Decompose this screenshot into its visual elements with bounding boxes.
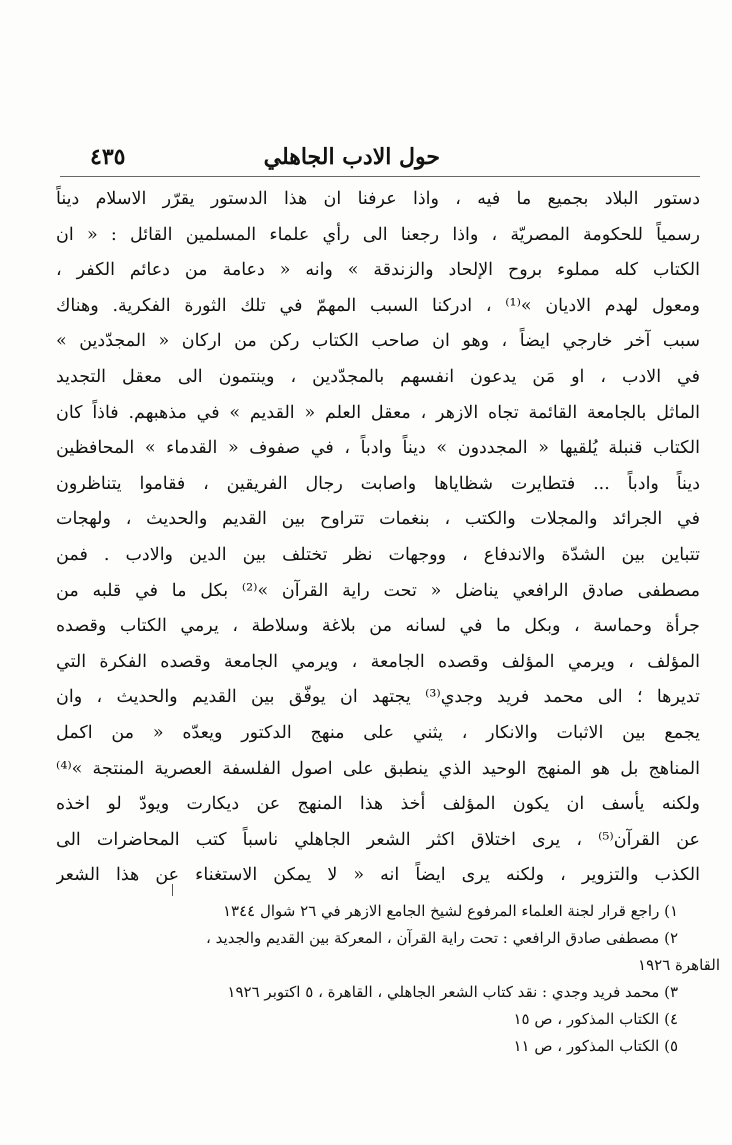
running-header: [60, 144, 700, 178]
text-line: سبب آخر خارجي ايضاً ، وهو ان صاحب الكتاب ركن من اركان « المجدّدين »: [56, 331, 700, 352]
text-line: جرأة وحماسة ، وبكل ما في لسانه من بلاغة وسلاطة ، يرمي الكتاب وقصده: [56, 616, 700, 637]
footnote: ٣) محمد فريد وجدي : نقد كتاب الشعر الجاهلي ، القاهرة ، ٥ اكتوبر ١٩٢٦: [227, 983, 678, 1001]
text-line: ولكنه يأسف ان يكون المؤلف أخذ هذا المنهج عن ديكارت ويودّ لو اخذه: [56, 794, 700, 815]
text-line: عن القرآن⁽⁵⁾ ، يرى اختلاق اكثر الشعر الجاهلي ناسباً كتب المحاضرات الى: [56, 829, 700, 850]
footnote: ١) راجع قرار لجنة العلماء المرفوع لشيخ الجامع الازهر في ٢٦ شوال ١٣٤٤: [222, 902, 678, 920]
footnotes: [100, 898, 720, 1060]
text-line: في الجرائد والمجلات والكتب ، بنغمات تتراوح بين القديم والحديث ، ولهجات: [56, 509, 700, 530]
page-title: حول الادب الجاهلي: [263, 144, 440, 170]
text-line: مصطفى صادق الرافعي يناضل « تحت راية القرآن »⁽²⁾ بكل ما في قلبه من: [56, 580, 700, 601]
text-line: رسمياً للحكومة المصريّة ، واذا رجعنا الى رأي علماء المسلمين القائل : « ان: [56, 224, 700, 245]
text-line: الماثل بالجامعة القائمة تجاه الازهر ، معقل العلم « القديم » في مذهبهم. فاذاً كان: [56, 402, 700, 423]
text-line: الكتاب قنبلة يُلقيها « المجددون » ديناً وادباً ، في صفوف « القدماء » المحافظين: [56, 438, 700, 459]
body-text: [56, 182, 700, 894]
text-line: في الادب ، او مَن يدعون انفسهم بالمجدّدين ، وينتمون الى معقل التجديد: [56, 366, 700, 387]
page-number: ٤٣٥: [90, 144, 126, 170]
text-line: دستور البلاد بجميع ما فيه ، واذا عرفنا ان هذا الدستور يقرّر الاسلام ديناً: [56, 189, 700, 209]
footnote-separator: [172, 884, 173, 896]
text-line: المؤلف ، ويرمي المؤلف وقصده الجامعة ، ويرمي الجامعة وقصده الفكرة التي: [56, 651, 700, 672]
footnote-continuation: القاهرة ١٩٢٦: [638, 956, 720, 974]
header-divider: [60, 176, 700, 177]
text-line: المناهج بل هو المنهج الوحيد الذي ينطبق على اصول الفلسفة العصرية المنتجة »⁽⁴⁾: [56, 758, 700, 779]
footnote: ٢) مصطفى صادق الرافعي : تحت راية القرآن ، المعركة بين القديم والجديد ،: [206, 929, 678, 947]
text-line: الكذب والتزوير ، ولكنه يرى ايضاً انه « لا يمكن الاستغناء عن هذا الشعر: [56, 865, 700, 886]
footnote: ٥) الكتاب المذكور ، ص ١١: [513, 1037, 678, 1055]
text-line: ومعول لهدم الاديان »⁽¹⁾ ، ادركنا السبب المهمّ في تلك الثورة الفكرية. وهناك: [56, 295, 700, 316]
text-line: الكتاب كله مملوء بروح الإلحاد والزندقة » وانه « دعامة من دعائم الكفر ،: [56, 260, 700, 281]
text-line: يجمع بين الاثبات والانكار ، يثني على منهج الدكتور ويعدّه « من اكمل: [56, 722, 700, 743]
text-line: تديرها ؛ الى محمد فريد وجدي⁽³⁾ يجتهد ان يوفّق بين القديم والحديث ، وان: [56, 687, 700, 708]
text-line: تتباين بين الشدّة والاندفاع ، ووجهات نظر تختلف بين الدين والادب . فمن: [56, 544, 700, 565]
footnote: ٤) الكتاب المذكور ، ص ١٥: [513, 1010, 678, 1028]
text-line: ديناً وادباً ... فتطايرت شظاياها واصابت رجال الفريقين ، فقاموا يتناظرون: [56, 473, 700, 494]
